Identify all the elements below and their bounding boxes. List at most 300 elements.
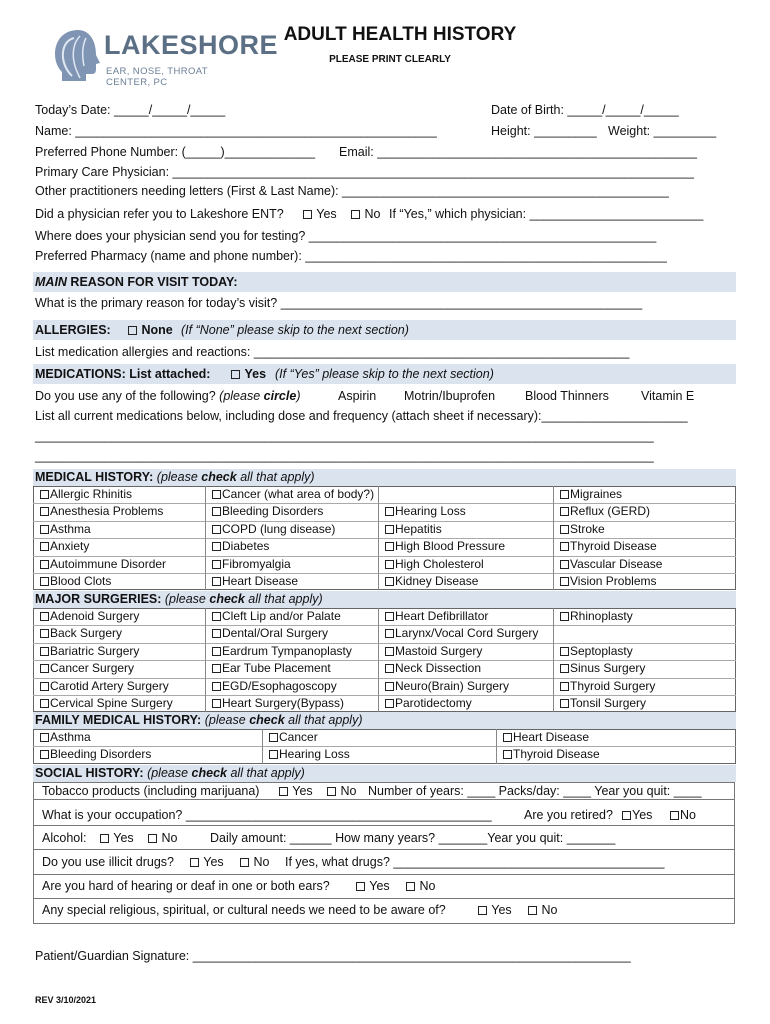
- checkbox-icon: [212, 560, 221, 569]
- checkbox-icon: [406, 882, 415, 891]
- checkbox-icon: [190, 858, 199, 867]
- allergies-none-label: None: [141, 323, 173, 337]
- drugs-row: [42, 851, 742, 873]
- surgery-label: Cancer Surgery: [50, 661, 135, 676]
- family-title-text: FAMILY MEDICAL HISTORY:: [35, 713, 202, 727]
- surgeries-note-b: check: [209, 592, 245, 606]
- checkbox-icon: [560, 699, 569, 708]
- religious-no-checkbox[interactable]: [528, 899, 557, 921]
- divider: [33, 825, 735, 826]
- grid-col-line: [553, 486, 554, 590]
- alcohol-details-field[interactable]: Daily amount: ______ How many years? _______Year you quit: _______: [210, 831, 616, 845]
- family-label: Heart Disease: [513, 730, 590, 744]
- main-reason-title: [35, 274, 735, 290]
- surgery-checkbox-heart-surgery-bypass[interactable]: [212, 695, 344, 712]
- medical-history-label: Vision Problems: [570, 574, 657, 588]
- surgery-checkbox-egd-esophagoscopy[interactable]: [212, 678, 337, 695]
- divider: [33, 799, 735, 800]
- tobacco-details-field[interactable]: Number of years: ____ Packs/day: ____ Year you quit: ____: [368, 784, 702, 798]
- religious-yes-checkbox[interactable]: [478, 899, 512, 921]
- surgeries-title-text: MAJOR SURGERIES:: [35, 592, 162, 606]
- surgery-checkbox-heart-defibrillator[interactable]: [385, 608, 488, 625]
- surgery-label: Cervical Spine Surgery: [50, 696, 173, 710]
- checkbox-icon: [40, 664, 49, 673]
- surgery-checkbox-larynx-vocal-cord-surgery[interactable]: [385, 625, 538, 642]
- social-title: [35, 765, 735, 781]
- medical-history-checkbox-thyroid-disease[interactable]: [560, 538, 657, 555]
- referral-no-label: No: [364, 207, 381, 221]
- drugs-no-checkbox[interactable]: [240, 851, 269, 873]
- checkbox-icon: [212, 525, 221, 534]
- checkbox-icon: [385, 577, 394, 586]
- head-profile-icon: [52, 28, 104, 82]
- medical-history-label: Fibromyalgia: [222, 556, 291, 571]
- medical-history-label: Hepatitis: [395, 521, 442, 536]
- checkbox-icon: [148, 834, 157, 843]
- checkbox-icon: [128, 326, 137, 335]
- medical-history-label: Allergic Rhinitis: [50, 487, 133, 501]
- checkbox-icon: [212, 647, 221, 656]
- revision-footer: REV 3/10/2021: [35, 995, 97, 1005]
- main-reason-field[interactable]: [35, 295, 735, 311]
- surgery-label: Carotid Artery Surgery: [50, 678, 169, 693]
- surgery-checkbox-neck-dissection[interactable]: [385, 660, 481, 677]
- surgery-label: Tonsil Surgery: [570, 696, 647, 710]
- surgery-label: Neck Dissection: [395, 661, 482, 676]
- alcohol-row: [42, 827, 742, 849]
- occupation-field[interactable]: What is your occupation? ____________________________________________: [42, 808, 492, 822]
- checkbox-icon: [560, 490, 569, 499]
- allergies-none-checkbox[interactable]: [128, 322, 173, 338]
- hearing-label: Are you hard of hearing or deaf in one or both ears?: [42, 879, 330, 893]
- checkbox-icon: [560, 664, 569, 673]
- surgery-checkbox-adenoid-surgery[interactable]: [40, 608, 139, 625]
- allergies-note: (If “None” please skip to the next section): [181, 323, 409, 337]
- grid-col-line: [378, 608, 379, 712]
- drugs-yes-label: Yes: [203, 855, 224, 869]
- family-label: Thyroid Disease: [513, 747, 600, 762]
- medical-history-label: High Cholesterol: [395, 556, 484, 571]
- checkbox-icon: [385, 542, 394, 551]
- referral-which-field[interactable]: If “Yes,” which physician: _________________________: [389, 207, 704, 221]
- pcp-text: Primary Care Physician: ___________________________________________________________________________: [35, 165, 694, 179]
- medical-history-label: Anesthesia Problems: [50, 504, 164, 519]
- medical-history-title-text: MEDICAL HISTORY:: [35, 470, 154, 484]
- medical-history-label: Cancer (what area of body?): [222, 487, 375, 501]
- surgeries-note-a: (please: [164, 592, 210, 606]
- checkbox-icon: [231, 370, 240, 379]
- religious-label: Any special religious, spiritual, or cultural needs we need to be aware of?: [42, 903, 446, 917]
- medical-history-checkbox-reflux-gerd[interactable]: [560, 503, 650, 520]
- surgery-label: Sinus Surgery: [570, 661, 646, 676]
- surgeries-title: [35, 591, 735, 607]
- medical-history-checkbox-vision-problems[interactable]: [560, 573, 656, 590]
- email-field[interactable]: Email: ______________________________________________: [339, 145, 697, 159]
- retired-no-checkbox[interactable]: [670, 804, 696, 826]
- surgery-label: Larynx/Vocal Cord Surgery: [395, 626, 539, 641]
- social-note-a: (please: [147, 766, 192, 780]
- checkbox-icon: [560, 542, 569, 551]
- surgery-label: Cleft Lip and/or Palate: [222, 609, 341, 623]
- surgery-checkbox-tonsil-surgery[interactable]: [560, 695, 646, 712]
- hearing-no-checkbox[interactable]: [406, 875, 435, 897]
- option-blood-thinners[interactable]: Blood Thinners: [525, 389, 609, 403]
- surgery-checkbox-cleft-lip-and-or-palate[interactable]: [212, 608, 341, 625]
- medications-row: [35, 366, 735, 382]
- referral-row: [35, 206, 735, 222]
- surgery-label: Neuro(Brain) Surgery: [395, 678, 510, 693]
- checkbox-icon: [385, 525, 394, 534]
- phone-field[interactable]: Preferred Phone Number: (_____)_____________: [35, 145, 316, 159]
- checkbox-icon: [212, 612, 221, 621]
- surgery-checkbox-rhinoplasty[interactable]: [560, 608, 633, 625]
- referral-yes-checkbox[interactable]: [303, 206, 337, 222]
- grid-col-line: [378, 486, 379, 590]
- medical-history-label: Diabetes: [222, 539, 270, 554]
- religious-yes-label: Yes: [491, 903, 512, 917]
- family-label: Hearing Loss: [279, 747, 350, 762]
- checkbox-icon: [40, 490, 49, 499]
- medical-history-label: Kidney Disease: [395, 574, 479, 588]
- checkbox-icon: [40, 750, 49, 759]
- medical-history-note-b: check: [201, 470, 237, 484]
- pcp-field[interactable]: [35, 164, 735, 180]
- alcohol-yes-checkbox[interactable]: [100, 827, 134, 849]
- family-label: Cancer: [279, 730, 318, 744]
- surgery-label: Eardrum Tympanoplasty: [222, 643, 352, 658]
- medical-history-checkbox-bleeding-disorders[interactable]: [212, 503, 323, 520]
- surgery-checkbox-thyroid-surgery[interactable]: [560, 678, 655, 695]
- referral-yes-label: Yes: [316, 207, 337, 221]
- medical-history-checkbox-cancer-what-area-of-body[interactable]: [212, 486, 374, 503]
- medical-history-label: Anxiety: [50, 539, 90, 554]
- medications-question-note-a: (please: [219, 389, 264, 403]
- occupation-row: [42, 804, 742, 826]
- pharmacy-field[interactable]: [35, 248, 735, 264]
- family-checkbox-hearing-loss[interactable]: [269, 746, 350, 763]
- allergies-row: [35, 322, 735, 338]
- checkbox-icon: [279, 787, 288, 796]
- medical-history-checkbox-kidney-disease[interactable]: [385, 573, 478, 590]
- name-row: [35, 123, 735, 139]
- checkbox-icon: [40, 577, 49, 586]
- phone-row: [35, 144, 735, 160]
- family-note-c: all that apply): [284, 713, 363, 727]
- checkbox-icon: [40, 507, 49, 516]
- surgery-checkbox-neuro-brain-surgery[interactable]: [385, 678, 509, 695]
- option-motrin[interactable]: Motrin/Ibuprofen: [404, 389, 496, 403]
- retired-yes-checkbox[interactable]: [622, 804, 652, 826]
- medical-history-checkbox-fibromyalgia[interactable]: [212, 556, 291, 573]
- checkbox-icon: [356, 882, 365, 891]
- hearing-row: [42, 875, 742, 897]
- medical-history-checkbox-anesthesia-problems[interactable]: [40, 503, 163, 520]
- surgery-checkbox-bariatric-surgery[interactable]: [40, 643, 139, 660]
- alcohol-label: Alcohol:: [42, 831, 87, 845]
- medical-history-checkbox-diabetes[interactable]: [212, 538, 269, 555]
- checkbox-icon: [385, 629, 394, 638]
- tobacco-yes-label: Yes: [292, 784, 313, 798]
- referral-no-checkbox[interactable]: [351, 206, 380, 222]
- surgery-label: Back Surgery: [50, 626, 123, 641]
- checkbox-icon: [560, 525, 569, 534]
- weight-field[interactable]: Weight: _________: [608, 124, 717, 138]
- grid-col-line: [553, 608, 554, 712]
- other-practitioners-field[interactable]: [35, 183, 735, 199]
- page-title: ADULT HEALTH HISTORY: [283, 24, 517, 45]
- surgery-checkbox-carotid-artery-surgery[interactable]: [40, 678, 169, 695]
- medical-history-checkbox-stroke[interactable]: [560, 521, 605, 538]
- surgery-label: Adenoid Surgery: [50, 609, 140, 623]
- medications-blank-1[interactable]: [35, 428, 735, 444]
- checkbox-icon: [503, 733, 512, 742]
- logo-name: LAKESHORE: [104, 30, 279, 60]
- surgery-label: Dental/Oral Surgery: [222, 626, 329, 641]
- tobacco-no-label: No: [340, 784, 357, 798]
- main-reason-text: What is the primary reason for today’s visit? ____________________________________________________: [35, 296, 643, 310]
- hearing-yes-checkbox[interactable]: [356, 875, 390, 897]
- checkbox-icon: [212, 699, 221, 708]
- checkbox-icon: [212, 507, 221, 516]
- retired-yes-label: Yes: [632, 808, 653, 822]
- surgery-label: EGD/Esophagoscopy: [222, 678, 337, 693]
- checkbox-icon: [212, 542, 221, 551]
- family-checkbox-heart-disease[interactable]: [503, 729, 589, 746]
- social-title-text: SOCIAL HISTORY:: [35, 766, 144, 780]
- surgery-checkbox-cancer-surgery[interactable]: [40, 660, 134, 677]
- checkbox-icon: [622, 811, 631, 820]
- medical-history-checkbox-migraines[interactable]: [560, 486, 622, 503]
- medical-history-label: COPD (lung disease): [222, 521, 336, 536]
- family-checkbox-bleeding-disorders[interactable]: [40, 746, 151, 763]
- referral-question: Did a physician refer you to Lakeshore ENT?: [35, 207, 284, 221]
- medical-history-checkbox-asthma[interactable]: [40, 521, 91, 538]
- medical-history-label: Thyroid Disease: [570, 539, 657, 554]
- surgery-checkbox-back-surgery[interactable]: [40, 625, 122, 642]
- medical-history-checkbox-anxiety[interactable]: [40, 538, 89, 555]
- medical-history-label: Asthma: [50, 521, 91, 536]
- drugs-no-label: No: [253, 855, 270, 869]
- surgery-label: Bariatric Surgery: [50, 643, 140, 658]
- surgery-checkbox-mastoid-surgery[interactable]: [385, 643, 482, 660]
- checkbox-icon: [269, 733, 278, 742]
- drugs-yes-checkbox[interactable]: [190, 851, 224, 873]
- checkbox-icon: [385, 507, 394, 516]
- pharmacy-text: Preferred Pharmacy (name and phone number): ____________________________________________________: [35, 249, 667, 263]
- medications-yes-checkbox[interactable]: [231, 366, 266, 382]
- main-reason-title-main: MAIN: [35, 275, 67, 289]
- medications-yes-label: Yes: [244, 367, 267, 381]
- retired-label: Are you retired?: [524, 808, 613, 822]
- social-note-c: all that apply): [227, 766, 305, 780]
- checkbox-icon: [385, 682, 394, 691]
- checkbox-icon: [478, 906, 487, 915]
- checkbox-icon: [385, 612, 394, 621]
- todays-date-field[interactable]: Today’s Date: _____/_____/_____: [35, 103, 226, 117]
- grid-col-line: [205, 608, 206, 712]
- medical-history-checkbox-high-cholesterol[interactable]: [385, 556, 484, 573]
- checkbox-icon: [385, 664, 394, 673]
- checkbox-icon: [100, 834, 109, 843]
- alcohol-no-label: No: [161, 831, 178, 845]
- medical-history-label: Vascular Disease: [570, 556, 663, 571]
- medical-history-checkbox-allergic-rhinitis[interactable]: [40, 486, 132, 503]
- family-label: Bleeding Disorders: [50, 747, 152, 762]
- family-label: Asthma: [50, 730, 91, 744]
- retired-no-label: No: [680, 808, 696, 822]
- family-checkbox-asthma[interactable]: [40, 729, 91, 746]
- allergies-list-field[interactable]: [35, 344, 735, 360]
- medications-list-text: List all current medications below, including dose and frequency (attach sheet if necessary):_____________________: [35, 409, 688, 423]
- checkbox-icon: [269, 750, 278, 759]
- medical-history-label: Stroke: [570, 521, 605, 536]
- lakeshore-logo: [52, 28, 279, 88]
- other-practitioners-text: Other practitioners needing letters (First & Last Name): _______________________________________________: [35, 184, 669, 198]
- medical-history-label: Migraines: [570, 487, 623, 501]
- medical-history-checkbox-hepatitis[interactable]: [385, 521, 442, 538]
- surgery-label: Heart Defibrillator: [395, 609, 489, 623]
- surgeries-note-c: all that apply): [244, 592, 323, 606]
- medical-history-checkbox-blood-clots[interactable]: [40, 573, 111, 590]
- medications-list-field[interactable]: [35, 408, 735, 424]
- hearing-no-label: No: [419, 879, 436, 893]
- family-checkbox-thyroid-disease[interactable]: [503, 746, 600, 763]
- allergies-title: ALLERGIES:: [35, 323, 111, 337]
- option-vitamin-e[interactable]: Vitamin E: [641, 389, 695, 403]
- checkbox-icon: [560, 560, 569, 569]
- checkbox-icon: [560, 647, 569, 656]
- main-reason-title-rest: REASON FOR VISIT TODAY:: [66, 275, 238, 289]
- checkbox-icon: [303, 210, 312, 219]
- tobacco-label: Tobacco products (including marijuana): [42, 784, 260, 798]
- medical-history-checkbox-vascular-disease[interactable]: [560, 556, 662, 573]
- medications-blank-2-text: _________________________________________________________________________________________: [35, 449, 654, 463]
- allergies-list-text: List medication allergies and reactions: ______________________________________________________: [35, 345, 630, 359]
- medical-history-checkbox-hearing-loss[interactable]: [385, 503, 466, 520]
- surgery-label: Ear Tube Placement: [222, 661, 331, 676]
- alcohol-no-checkbox[interactable]: [148, 827, 177, 849]
- height-field[interactable]: Height: _________: [491, 124, 597, 138]
- signature-field[interactable]: [35, 948, 735, 964]
- medications-blank-2[interactable]: [35, 448, 735, 464]
- social-note-b: check: [191, 766, 227, 780]
- checkbox-icon: [212, 490, 221, 499]
- name-field[interactable]: Name: ____________________________________________________: [35, 124, 437, 138]
- medications-title: MEDICATIONS: List attached:: [35, 367, 211, 381]
- surgery-label: Thyroid Surgery: [570, 678, 656, 693]
- testing-text: Where does your physician send you for testing? __________________________________________________: [35, 229, 657, 243]
- religious-no-label: No: [541, 903, 558, 917]
- family-note-a: (please: [204, 713, 250, 727]
- medical-history-label: Reflux (GERD): [570, 504, 651, 519]
- surgery-label: Parotidectomy: [395, 696, 472, 710]
- medications-note: (If “Yes” please skip to the next section): [275, 367, 494, 381]
- medical-history-label: Bleeding Disorders: [222, 504, 324, 519]
- checkbox-icon: [385, 647, 394, 656]
- checkbox-icon: [385, 560, 394, 569]
- medical-history-checkbox-copd-lung-disease[interactable]: [212, 521, 335, 538]
- checkbox-icon: [503, 750, 512, 759]
- checkbox-icon: [212, 629, 221, 638]
- checkbox-icon: [40, 542, 49, 551]
- family-note-b: check: [249, 713, 285, 727]
- checkbox-icon: [327, 787, 336, 796]
- medical-history-label: Hearing Loss: [395, 504, 466, 519]
- checkbox-icon: [212, 664, 221, 673]
- option-aspirin[interactable]: Aspirin: [338, 389, 377, 403]
- surgery-checkbox-sinus-surgery[interactable]: [560, 660, 645, 677]
- checkbox-icon: [40, 647, 49, 656]
- checkbox-icon: [212, 577, 221, 586]
- medical-history-checkbox-heart-disease[interactable]: [212, 573, 298, 590]
- dob-field[interactable]: Date of Birth: _____/_____/_____: [491, 103, 679, 117]
- family-title: [35, 712, 735, 728]
- drugs-label: Do you use illicit drugs?: [42, 855, 175, 869]
- logo-subtitle: EAR, NOSE, THROAT CENTER, PC: [106, 66, 208, 88]
- checkbox-icon: [560, 577, 569, 586]
- medications-question: Do you use any of the following?: [35, 389, 220, 403]
- grid-col-line: [496, 729, 497, 764]
- medical-history-label: High Blood Pressure: [395, 539, 506, 554]
- checkbox-icon: [385, 699, 394, 708]
- family-checkbox-cancer[interactable]: [269, 729, 318, 746]
- medical-history-label: Blood Clots: [50, 574, 112, 588]
- medical-history-note-a: (please: [156, 470, 202, 484]
- surgery-label: Septoplasty: [570, 643, 633, 658]
- surgery-label: Heart Surgery(Bypass): [222, 696, 345, 710]
- surgery-checkbox-dental-oral-surgery[interactable]: [212, 625, 328, 642]
- checkbox-icon: [240, 858, 249, 867]
- checkbox-icon: [351, 210, 360, 219]
- medications-question-note-c: ): [296, 389, 301, 403]
- medical-history-note-c: all that apply): [236, 470, 315, 484]
- checkbox-icon: [40, 525, 49, 534]
- surgery-checkbox-parotidectomy[interactable]: [385, 695, 472, 712]
- medical-history-label: Heart Disease: [222, 574, 299, 588]
- medical-history-label: Autoimmune Disorder: [50, 556, 167, 571]
- checkbox-icon: [40, 682, 49, 691]
- surgery-label: Mastoid Surgery: [395, 643, 483, 658]
- checkbox-icon: [40, 629, 49, 638]
- divider: [33, 849, 735, 850]
- surgery-checkbox-septoplasty[interactable]: [560, 643, 633, 660]
- alcohol-yes-label: Yes: [113, 831, 134, 845]
- grid-col-line: [205, 486, 206, 590]
- hearing-yes-label: Yes: [369, 879, 390, 893]
- drugs-details-field[interactable]: If yes, what drugs? _______________________________________: [285, 855, 665, 869]
- surgery-checkbox-ear-tube-placement[interactable]: [212, 660, 331, 677]
- medications-question-note-b: circle: [263, 389, 297, 403]
- checkbox-icon: [40, 560, 49, 569]
- surgery-checkbox-eardrum-tympanoplasty[interactable]: [212, 643, 352, 660]
- grid-col-line: [262, 729, 263, 764]
- todays-date-row: [35, 102, 735, 118]
- surgery-label: Rhinoplasty: [570, 609, 633, 623]
- checkbox-icon: [560, 682, 569, 691]
- medical-history-checkbox-autoimmune-disorder[interactable]: [40, 556, 166, 573]
- checkbox-icon: [40, 733, 49, 742]
- testing-field[interactable]: [35, 228, 735, 244]
- religious-row: [42, 899, 742, 921]
- checkbox-icon: [212, 682, 221, 691]
- checkbox-icon: [560, 507, 569, 516]
- medical-history-title: [35, 469, 735, 485]
- medical-history-checkbox-high-blood-pressure[interactable]: [385, 538, 505, 555]
- surgery-checkbox-cervical-spine-surgery[interactable]: [40, 695, 173, 712]
- signature-text: Patient/Guardian Signature: _______________________________________________________________: [35, 949, 631, 963]
- checkbox-icon: [670, 811, 679, 820]
- medications-blank-1-text: _________________________________________________________________________________________: [35, 429, 654, 443]
